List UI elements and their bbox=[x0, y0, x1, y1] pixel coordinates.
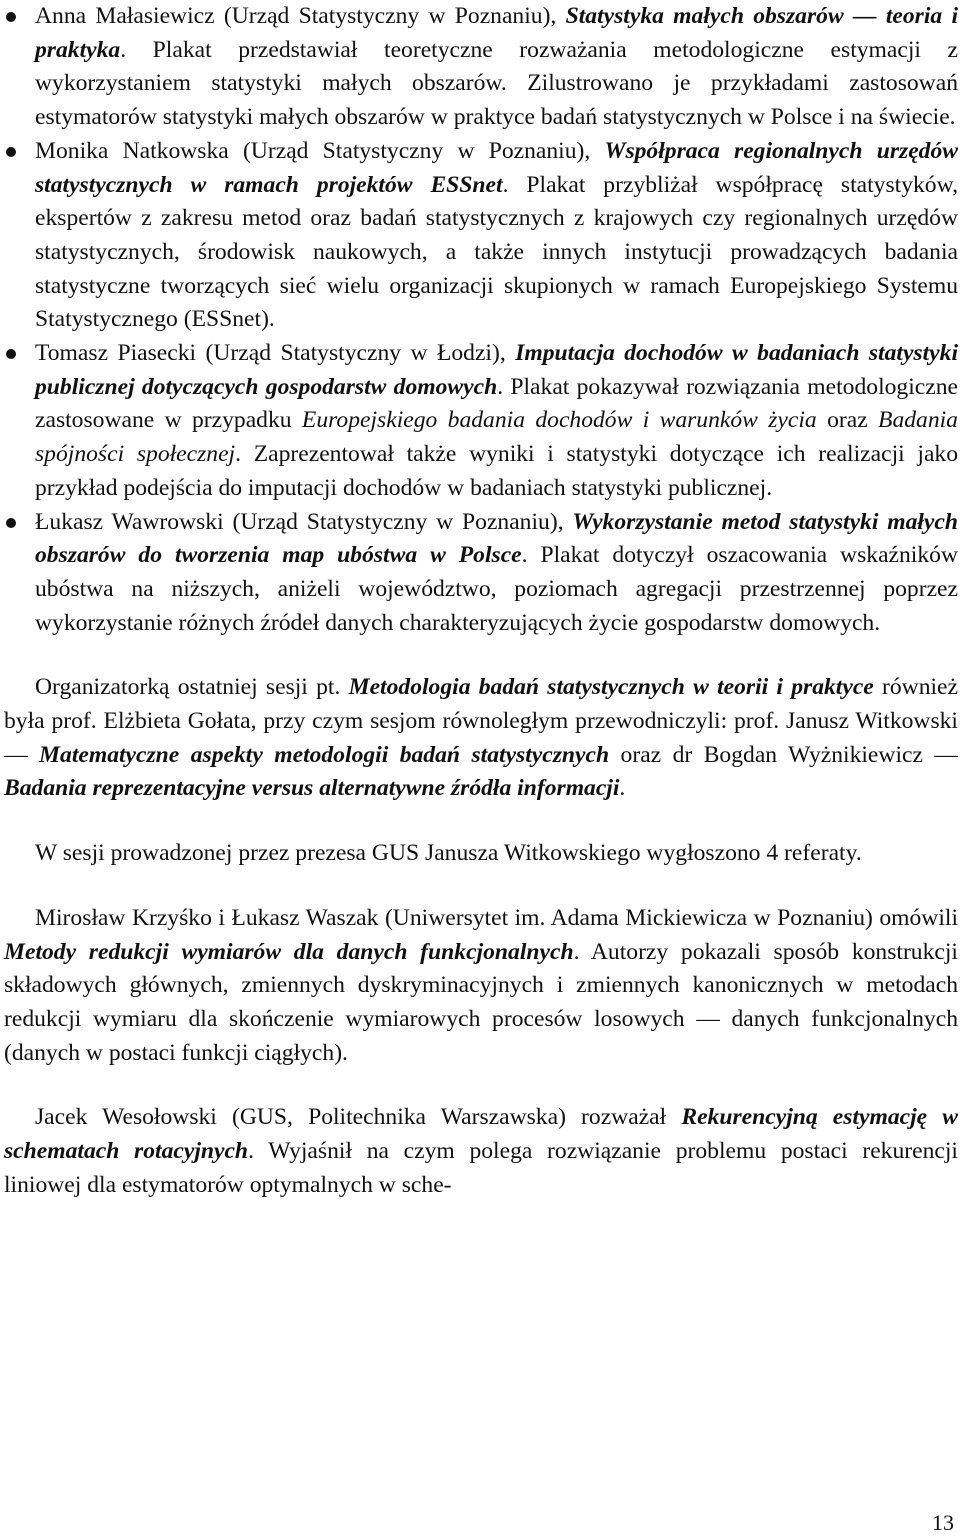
body-text: również była prof. Elżbieta Gołata, przy czym sesjom równoległym przewodniczyli: prof. Janusz Witkowski — bbox=[4, 674, 958, 768]
talk-title: Metody redukcji wymiarów dla danych funkcjonalnych bbox=[4, 938, 574, 965]
list-item bbox=[4, 506, 958, 641]
krzysko-paragraph bbox=[4, 902, 958, 1071]
document-page bbox=[4, 0, 958, 1203]
survey-name: Europejskiego badania dochodów i warunków życia bbox=[301, 407, 817, 434]
body-text: . Wyjaśnił na czym polega rozwiązanie problemu postaci rekurencji liniowej dla estymatorów optymalnych w sche- bbox=[4, 1138, 958, 1198]
bullet-icon bbox=[6, 12, 16, 22]
poster-description: . Plakat dotyczył oszacowania wskaźników ubóstwa na niższych, aniżeli województwo, poziomach agregacji przestrzennej poprzez wykorzystanie różnych źródeł danych charakteryzujących życie gospodarstw domowych. bbox=[35, 542, 958, 636]
wesolowski-paragraph bbox=[4, 1101, 958, 1202]
poster-description: . Zaprezentował także wyniki i statystyki dotyczące ich realizacji jako przykład podejścia do imputacji dochodów w badaniach statystyki publicznej. bbox=[35, 441, 959, 501]
author-affiliation: Tomasz Piasecki (Urząd Statystyczny w Łodzi), bbox=[35, 340, 516, 367]
session-title: Metodologia badań statystycznych w teorii i praktyce bbox=[348, 674, 874, 701]
conjunction-text: oraz bbox=[816, 407, 879, 434]
poster-description: . Plakat pokazywał rozwiązania metodologiczne zastosowane w przypadku bbox=[35, 373, 958, 434]
organizer-paragraph bbox=[4, 671, 958, 806]
author-affiliation: Anna Małasiewicz (Urząd Statystyczny w Poznaniu), bbox=[35, 3, 566, 29]
poster-title: Imputacja dochodów w badaniach statystyki publicznej dotyczących gospodarstw domowych bbox=[35, 340, 958, 400]
bullet-icon bbox=[6, 147, 16, 157]
author-affiliation: Łukasz Wawrowski (Urząd Statystyczny w Poznaniu), bbox=[35, 508, 573, 535]
session-title: Matematyczne aspekty metodologii badań statystycznych bbox=[39, 741, 610, 768]
body-text: Mirosław Krzyśko i Łukasz Waszak (Uniwersytet im. Adama Mickiewicza w Poznaniu) omówili bbox=[35, 904, 958, 931]
body-text: Organizatorką ostatniej sesji pt. bbox=[35, 674, 349, 701]
session-title: Badania reprezentacyjne versus alternatywne źródła informacji bbox=[4, 775, 620, 802]
poster-description: . Plakat przedstawiał teoretyczne rozważania metodologiczne estymacji z wykorzystaniem statystyki małych obszarów. Zilustrowano je przykładami zastosowań estymatorów statystyki małych obszarów w praktyce badań statystycznych w Polsce i na świecie. bbox=[35, 36, 958, 131]
list-item bbox=[4, 337, 958, 506]
survey-name: Badania spójności społecznej bbox=[35, 407, 958, 468]
body-text: Jacek Wesołowski (GUS, Politechnika Warszawska) rozważał bbox=[35, 1104, 682, 1131]
page-number: 13 bbox=[932, 1510, 954, 1535]
poster-title: Współpraca regionalnych urzędów statystycznych w ramach projektów ESSnet bbox=[35, 137, 958, 198]
body-text: . Autorzy pokazali sposób konstrukcji składowych głównych, zmiennych dyskryminacyjnych i zmiennych kanonicznych w metodach redukcji wymiaru dla skończenie wymiarowych procesów losowych — danych funkcjonalnych (danych w postaci funkcji ciągłych). bbox=[4, 938, 958, 1066]
session-paragraph: W sesji prowadzonej przez prezesa GUS Janusza Witkowskiego wygłoszono 4 referaty. bbox=[35, 840, 862, 867]
list-item bbox=[4, 0, 958, 135]
bullet-icon bbox=[6, 349, 16, 359]
bullet-icon bbox=[6, 518, 16, 528]
poster-title: Wykorzystanie metod statystyki małych obszarów do tworzenia map ubóstwa w Polsce bbox=[35, 508, 958, 569]
poster-list bbox=[4, 0, 958, 640]
author-affiliation: Monika Natkowska (Urząd Statystyczny w Poznaniu), bbox=[35, 137, 605, 164]
poster-description: . Plakat przybliżał współpracę statystyków, ekspertów z zakresu metod oraz badań statystycznych z krajowych czy regionalnych urzędów statystycznych, środowisk naukowych, a także innych instytucji prowadzących badania statystyczne tworzących sieć wielu organizacji skupionych w ramach Europejskiego Systemu Statystycznego (ESSnet). bbox=[35, 171, 958, 333]
body-text: oraz dr Bogdan Wyżnikiewicz — bbox=[609, 741, 958, 768]
list-item bbox=[4, 135, 958, 337]
body-text: . bbox=[619, 775, 626, 802]
poster-title: Statystyka małych obszarów — teoria i praktyka bbox=[35, 3, 958, 63]
talk-title: Rekurencyjną estymację w schematach rotacyjnych bbox=[4, 1104, 959, 1165]
